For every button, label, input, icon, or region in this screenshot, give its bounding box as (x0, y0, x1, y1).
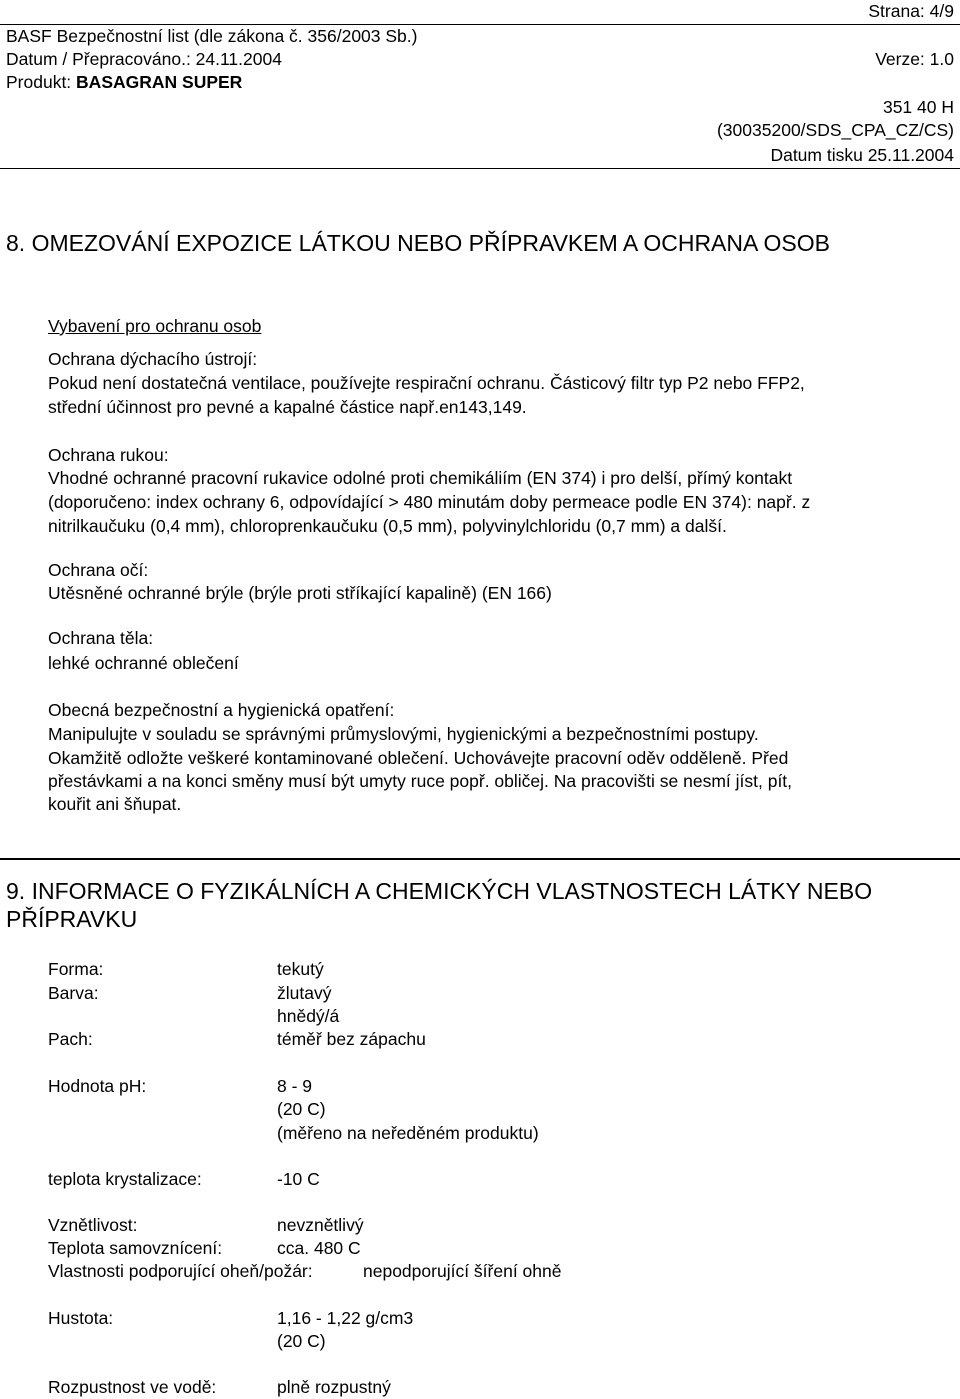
property-value: nevznětlivý (277, 1215, 364, 1235)
property-value: nepodporující šíření ohně (363, 1261, 562, 1281)
property-label: Hustota: (48, 1308, 114, 1328)
property-value: hnědý/á (277, 1006, 340, 1026)
property-value: 1,16 - 1,22 g/cm3 (277, 1308, 414, 1328)
body-protection-heading: Ochrana těla: (48, 628, 154, 648)
property-label: Barva: (48, 983, 99, 1003)
hand-protection-heading: Ochrana rukou: (48, 445, 169, 465)
section-9-title-continued: PŘÍPRAVKU (6, 906, 138, 932)
property-value: (20 C) (277, 1331, 326, 1351)
property-label: Hodnota pH: (48, 1076, 147, 1096)
product-label: Produkt: (6, 72, 77, 92)
section-9-title: 9. INFORMACE O FYZIKÁLNÍCH A CHEMICKÝCH VLASTNOSTECH LÁTKY NEBO (6, 878, 873, 904)
property-label: Vlastnosti podporující oheň/požár: (48, 1261, 313, 1281)
property-value: (20 C) (277, 1099, 326, 1119)
document-title: BASF Bezpečnostní list (dle zákona č. 356/2003 Sb.) (6, 26, 418, 46)
text-line: Manipulujte v souladu se správnými průmyslovými, hygienickými a bezpečnostními postupy. (48, 724, 759, 744)
property-value: žlutavý (277, 983, 332, 1003)
header-bottom-rule (0, 168, 960, 169)
property-value: plně rozpustný (277, 1377, 391, 1397)
property-value: 8 - 9 (277, 1076, 313, 1096)
text-line: (doporučeno: index ochrany 6, odpovídající > 480 minutám doby permeace podle EN 374): např. z (48, 492, 811, 512)
section-divider (0, 858, 960, 860)
version: Verze: 1.0 (875, 49, 954, 69)
revision-date: Datum / Přepracováno.: 24.11.2004 (6, 49, 282, 69)
property-value: téměř bez zápachu (277, 1029, 426, 1049)
section-8-title: 8. OMEZOVÁNÍ EXPOZICE LÁTKOU NEBO PŘÍPRAVKEM A OCHRANA OSOB (6, 230, 830, 256)
text-line: kouřit ani šňupat. (48, 794, 182, 814)
property-value: cca. 480 C (277, 1238, 361, 1258)
product-line (6, 71, 242, 94)
property-label: Vznětlivost: (48, 1215, 138, 1235)
hygiene-heading: Obecná bezpečnostní a hygienická opatření: (48, 700, 395, 720)
document-reference: (30035200/SDS_CPA_CZ/CS) (716, 120, 954, 140)
text-line: lehké ochranné oblečení (48, 653, 239, 673)
property-label: teplota krystalizace: (48, 1169, 202, 1189)
text-line: nitrilkaučuku (0,4 mm), chloroprenkaučuku (0,5 mm), polyvinylchloridu (0,7 mm) a další. (48, 516, 727, 536)
text-line: Vhodné ochranné pracovní rukavice odolné proti chemikáliím (EN 374) i pro delší, přímý kontakt (48, 468, 793, 488)
property-label: Forma: (48, 959, 104, 979)
text-line: Okamžitě odložte veškeré kontaminované oblečení. Uchovávejte pracovní oděv odděleně. Před (48, 748, 789, 768)
property-label: Teplota samovznícení: (48, 1238, 223, 1258)
property-label: Rozpustnost ve vodě: (48, 1377, 217, 1397)
text-line: přestávkami a na konci směny musí být umyty ruce popř. obličej. Na pracovišti se nesmí jíst, pít, (48, 771, 793, 791)
text-line: střední účinnost pro pevné a kapalné částice např.en143,149. (48, 397, 527, 417)
print-date: Datum tisku 25.11.2004 (770, 145, 954, 165)
text-line: Pokud není dostatečná ventilace, používejte respirační ochranu. Částicový filtr typ P2 nebo FFP2, (48, 373, 805, 393)
property-value: (měřeno na neředěném produktu) (277, 1123, 539, 1143)
eye-protection-heading: Ochrana očí: (48, 560, 149, 580)
header-top-rule (0, 24, 960, 25)
property-value: tekutý (277, 959, 324, 979)
property-label: Pach: (48, 1029, 93, 1049)
product-name: BASAGRAN SUPER (76, 72, 243, 92)
text-line: Utěsněné ochranné brýle (brýle proti stříkající kapalině) (EN 166) (48, 583, 552, 603)
property-value: -10 C (277, 1169, 320, 1189)
product-code: 351 40 H (882, 97, 954, 117)
ppe-subheading: Vybavení pro ochranu osob (48, 316, 262, 336)
page-number: Strana: 4/9 (868, 1, 954, 21)
respiratory-heading: Ochrana dýchacího ústrojí: (48, 349, 258, 369)
